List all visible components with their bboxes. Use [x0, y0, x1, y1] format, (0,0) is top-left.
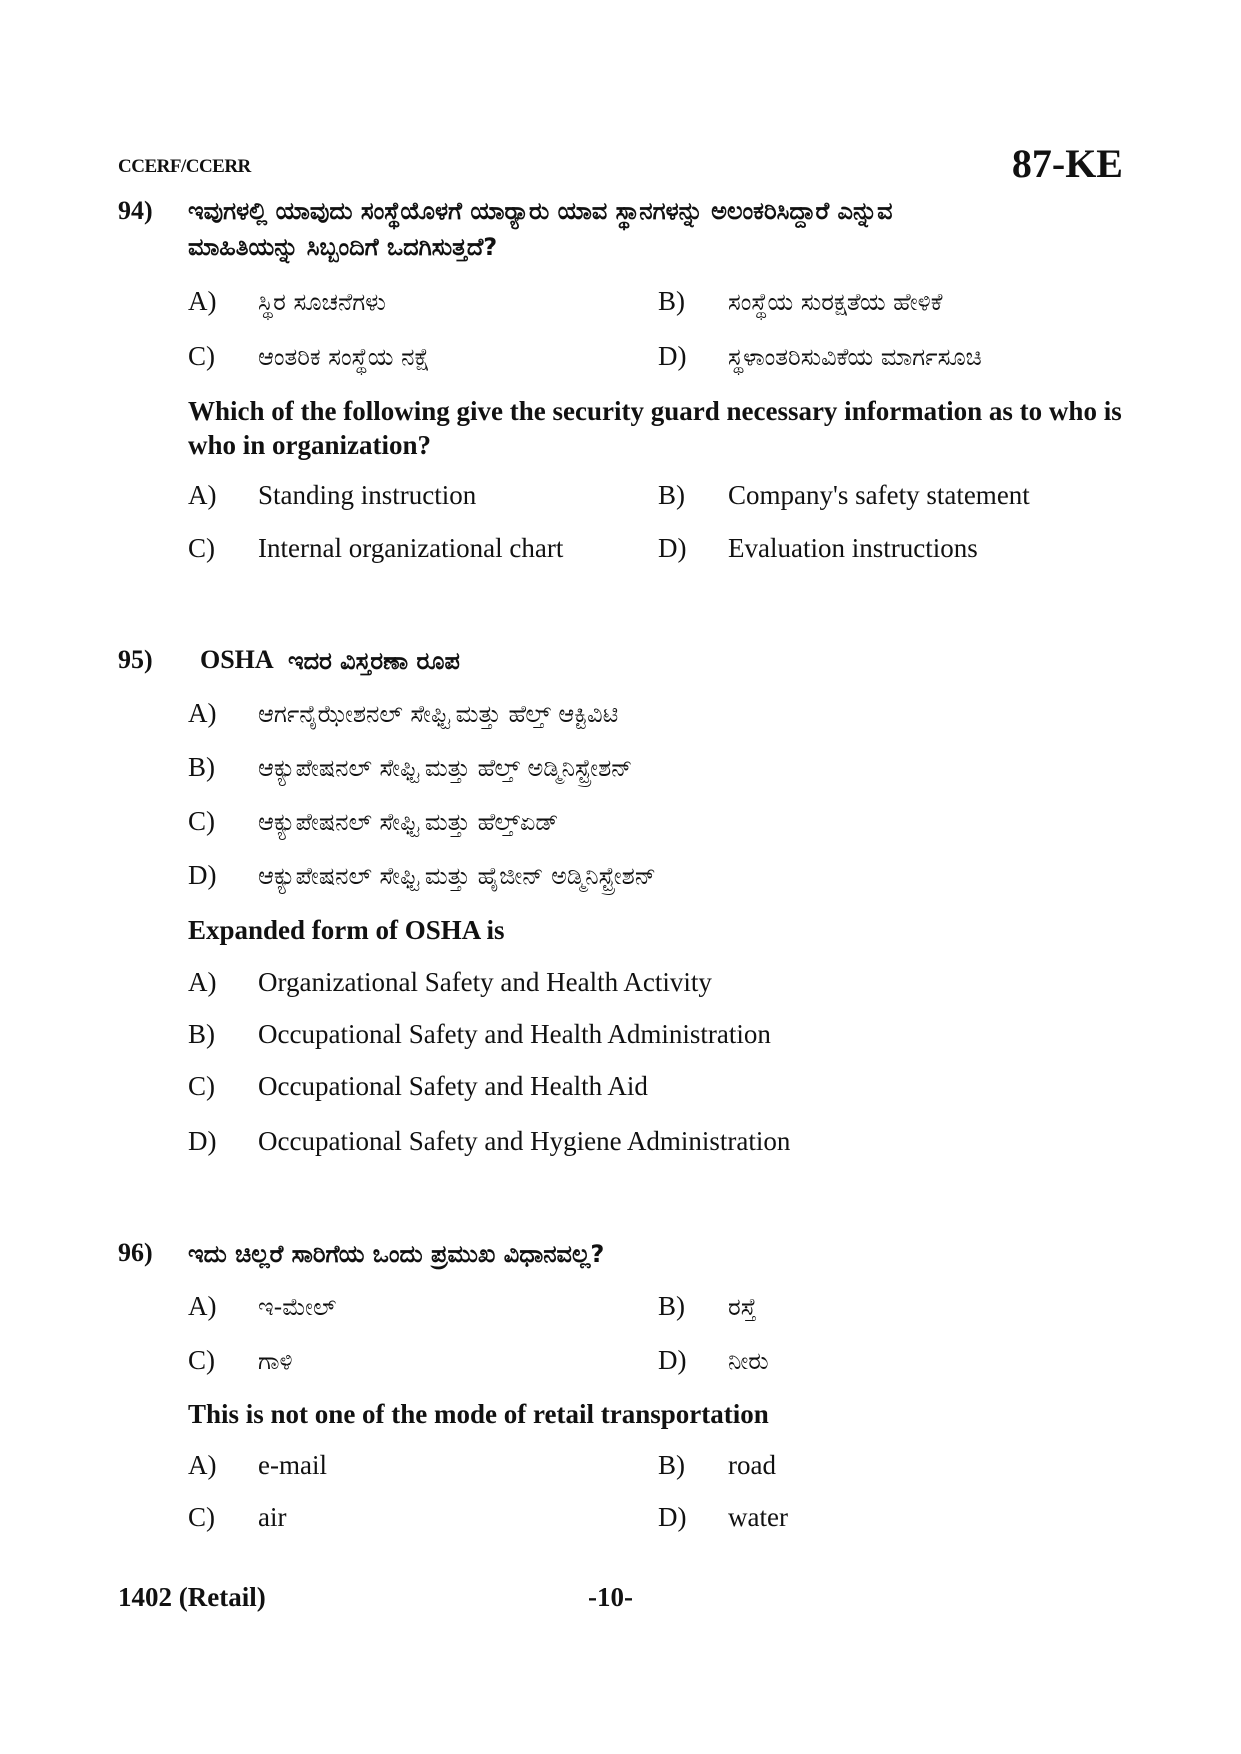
- q94-kn-option-d: ಸ್ಥಳಾಂತರಿಸುವಿಕೆಯ ಮಾರ್ಗಸೂಚಿ: [728, 343, 982, 371]
- q94-kn-option-c-label: C): [188, 341, 215, 371]
- paper-code: 87-KE: [1011, 141, 1123, 186]
- course-code: CCERF/CCERR: [118, 156, 251, 177]
- q95-kn-option-c: ಆಕ್ಯುಪೇಷನಲ್ ಸೇಫ್ಟಿ ಮತ್ತು ಹೆಲ್ತ್‌ಏಡ್: [258, 808, 559, 836]
- q94-kannada-line1: ಇವುಗಳಲ್ಲಿ ಯಾವುದು ಸಂಸ್ಥೆಯೊಳಗೆ ಯಾರ್‍ಯಾರು ಯಾವ ಸ್ಥಾನಗಳನ್ನು ಅಲಂಕರಿಸಿದ್ದಾರೆ ಎನ್ನುವ: [188, 197, 893, 225]
- q94-en-option-b: Company's safety statement: [728, 480, 1030, 510]
- q94-en-option-d-label: D): [658, 533, 687, 563]
- q95-osha-prefix: OSHA: [200, 645, 274, 674]
- q95-kn-option-c-label: C): [188, 806, 215, 836]
- q96-english-question: This is not one of the mode of retail transportation: [188, 1399, 769, 1429]
- q96-en-option-c: air: [258, 1502, 287, 1532]
- question-number-94: 94): [118, 196, 153, 225]
- q95-kn-option-a-label: A): [188, 698, 217, 728]
- q95-en-option-a: Organizational Safety and Health Activity: [258, 967, 712, 997]
- footer-subject: 1402 (Retail): [118, 1582, 266, 1612]
- page-number: -10-: [588, 1582, 633, 1612]
- q95-kn-option-b-label: B): [188, 752, 215, 782]
- q95-kn-option-d: ಆಕ್ಯುಪೇಷನಲ್ ಸೇಫ್ಟಿ ಮತ್ತು ಹೈಜೀನ್ ಅಡ್ಮಿನಿಸ್ಟ್ರೇಶನ್: [258, 862, 656, 890]
- q96-kn-option-a: ಇ-ಮೇಲ್: [258, 1293, 337, 1321]
- q96-en-option-d: water: [728, 1502, 788, 1532]
- q94-kn-option-b-label: B): [658, 286, 685, 316]
- q95-en-option-d: Occupational Safety and Hygiene Administration: [258, 1126, 791, 1156]
- question-number-96: 96): [118, 1238, 153, 1267]
- q94-kn-option-d-label: D): [658, 341, 687, 371]
- q95-kn-option-b: ಆಕ್ಯುಪೇಷನಲ್ ಸೇಫ್ಟಿ ಮತ್ತು ಹೆಲ್ತ್ ಅಡ್ಮಿನಿಸ್ಟ್ರೇಶನ್: [258, 754, 633, 782]
- q95-kn-option-a: ಆರ್ಗನೈಝೇಶನಲ್ ಸೇಫ್ಟಿ ಮತ್ತು ಹೆಲ್ತ್ ಆಕ್ಟಿವಿಟಿ: [258, 700, 619, 728]
- q96-en-option-d-label: D): [658, 1502, 687, 1532]
- q95-en-option-d-label: D): [188, 1126, 217, 1156]
- q95-en-option-a-label: A): [188, 967, 217, 997]
- q94-en-option-c: Internal organizational chart: [258, 533, 564, 563]
- q96-kn-option-c-label: C): [188, 1345, 215, 1375]
- q96-kn-option-b: ರಸ್ತೆ: [728, 1293, 757, 1321]
- q94-en-option-a: Standing instruction: [258, 480, 477, 510]
- q94-en-option-b-label: B): [658, 480, 685, 510]
- q94-kn-option-a-label: A): [188, 286, 217, 316]
- q95-en-option-c: Occupational Safety and Health Aid: [258, 1071, 648, 1101]
- q96-en-option-a-label: A): [188, 1450, 217, 1480]
- q96-kn-option-c: ಗಾಳಿ: [258, 1347, 293, 1375]
- q94-kannada-line2: ಮಾಹಿತಿಯನ್ನು ಸಿಬ್ಬಂದಿಗೆ ಒದಗಿಸುತ್ತದೆ?: [188, 233, 498, 261]
- q96-en-option-b-label: B): [658, 1450, 685, 1480]
- q96-kn-option-b-label: B): [658, 1291, 685, 1321]
- q96-kn-option-d-label: D): [658, 1345, 687, 1375]
- q94-en-option-a-label: A): [188, 480, 217, 510]
- q96-kannada-question: ಇದು ಚಿಲ್ಲರೆ ಸಾರಿಗೆಯ ಒಂದು ಪ್ರಮುಖ ವಿಧಾನವಲ್ಲ?: [188, 1240, 605, 1268]
- question-number-95: 95): [118, 645, 153, 674]
- q95-en-option-b: Occupational Safety and Health Administration: [258, 1019, 771, 1049]
- q96-kn-option-d: ನೀರು: [728, 1347, 769, 1375]
- q96-kn-option-a-label: A): [188, 1291, 217, 1321]
- q94-kn-option-a: ಸ್ಥಿರ ಸೂಚನೆಗಳು: [258, 288, 386, 316]
- q94-en-option-c-label: C): [188, 533, 215, 563]
- q94-kn-option-b: ಸಂಸ್ಥೆಯ ಸುರಕ್ಷತೆಯ ಹೇಳಿಕೆ: [728, 288, 943, 316]
- q96-en-option-a: e-mail: [258, 1450, 327, 1480]
- q94-en-option-d: Evaluation instructions: [728, 533, 978, 563]
- q94-english-question: Which of the following give the security guard necessary information as to who is who in organization?: [188, 396, 1122, 460]
- q95-en-option-b-label: B): [188, 1019, 215, 1049]
- q96-en-option-b: road: [728, 1450, 776, 1480]
- q95-en-option-c-label: C): [188, 1071, 215, 1101]
- q95-kannada-question: ಇದರ ವಿಸ್ತರಣಾ ರೂಪ: [288, 647, 460, 675]
- q94-kn-option-c: ಆಂತರಿಕ ಸಂಸ್ಥೆಯ ನಕ್ಷೆ: [258, 343, 430, 371]
- q95-kn-option-d-label: D): [188, 860, 217, 890]
- q95-english-question: Expanded form of OSHA is: [188, 915, 505, 945]
- q96-en-option-c-label: C): [188, 1502, 215, 1532]
